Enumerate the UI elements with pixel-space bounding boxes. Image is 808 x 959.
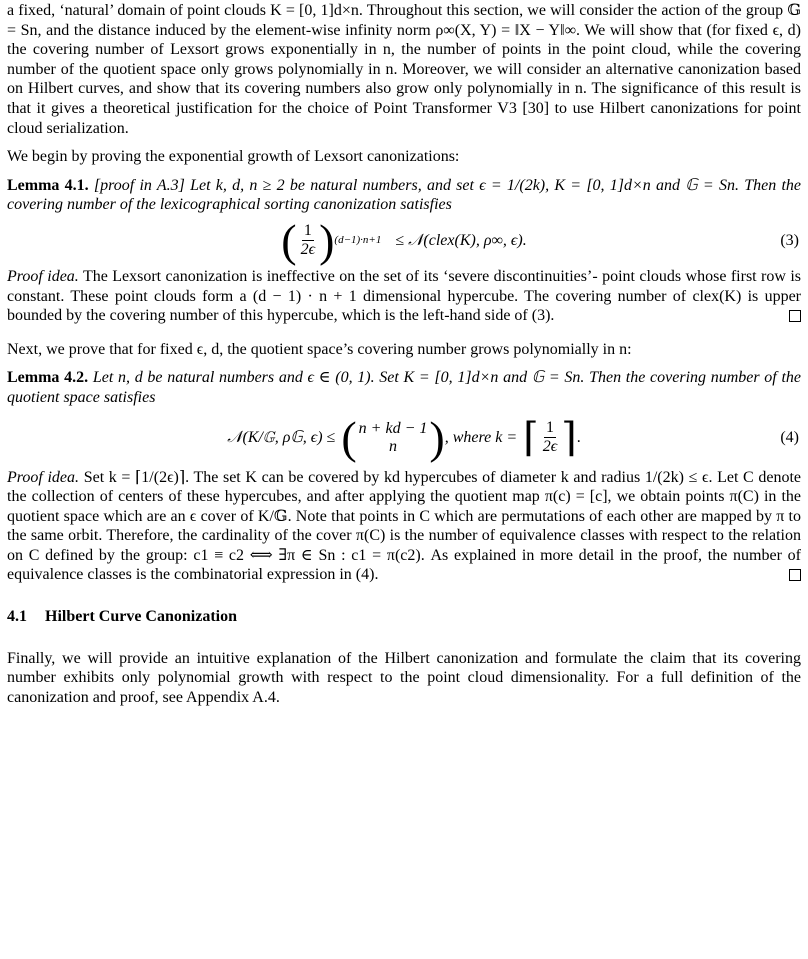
qed-symbol	[789, 569, 801, 581]
fraction-numerator: 1	[303, 222, 312, 240]
right-paren: )	[319, 214, 335, 266]
lemma-4-1	[7, 176, 801, 215]
binom-left-paren: (	[341, 411, 357, 463]
binomial	[359, 420, 428, 456]
ceil-denominator: 2ϵ	[542, 438, 558, 455]
proof-idea-1-text: The Lexsort canonization is ineffective on the set of its ‘severe discontinuities’- point clouds whose first row is constant. These point clouds form a (d − 1) · n + 1 dimensional hypercube. The covering number of clex(K) is upper bounded by the covering number of this hypercube, which is the left-hand side of (3).	[7, 267, 801, 325]
equation-4-number: (4)	[780, 428, 799, 446]
lexsort-lead-paragraph: We begin by proving the exponential growth of Lexsort canonizations:	[7, 148, 460, 166]
fraction	[299, 222, 317, 259]
left-paren: (	[281, 214, 297, 266]
qed-symbol	[789, 310, 801, 322]
ceil-left: ⌈	[523, 414, 539, 460]
lemma-4-1-label: Lemma 4.1.	[7, 176, 89, 194]
lemma-4-2	[7, 368, 801, 407]
proof-idea-2	[7, 468, 801, 586]
lemma-4-2-text: Let n, d be natural numbers and ϵ ∈ (0, 1). Set K = [0, 1]d×n and 𝔾 = Sn. Then the covering number of the quotient space satisfies	[7, 369, 801, 406]
poly-lead-paragraph: Next, we prove that for fixed ϵ, d, the quotient space’s covering number grows polynomially in n:	[7, 340, 632, 358]
hilbert-paragraph: Finally, we will provide an intuitive explanation of the Hilbert canonization and formulate the claim that its covering number exhibits only polynomial growth with respect to the point cloud dimensionality. For a full definition of the canonization and proof, see Appendix A.4.	[7, 649, 801, 706]
ceil-right: ⌉	[561, 414, 577, 460]
proof-idea-2-text: Set k = ⌈1/(2ϵ)⌉. The set K can be covered by kd hypercubes of diameter k and radius 1/(2k) ≤ ϵ. Let C denote the collection of centers of these hypercubes, and after applying the quotient map π(c) = [c], we obtain points π(C) in the quotient space which are an ϵ cover of K/𝔾. Note that points in C which are permutations of each other are mapped by π to the same orbit. Therefore, the cardinality of the cover π(C) is the number of equivalence classes with respect to the relation on C defined by the group: c1 ≡ c2 ⟺ ∃π ∈ Sn : c1 = π(c2). As explained in more detail in the proof, the number of equivalence classes is the combinatorial expression in (4).	[7, 468, 802, 584]
ceil-numerator: 1	[545, 419, 554, 436]
equation-4-lhs: 𝒩(K/𝔾, ρ𝔾, ϵ) ≤	[227, 428, 336, 446]
binomial-bottom: n	[389, 437, 398, 455]
intro-paragraph: a fixed, ‘natural’ domain of point clouds K = [0, 1]d×n. Throughout this section, we will consider the action of the group 𝔾 = Sn, and the distance induced by the element-wise infinity norm ρ∞(X, Y) = ‖X − Y‖∞. We will show that (for fixed ϵ, d) the covering number of Lexsort grows exponentially in n, the number of points in the point cloud, while the covering number of the quotient space only grows polynomially in n. Moreover, we will consider an alternative canonization based on Hilbert curves, and show that its covering numbers also grow only polynomially in n. The significance of this result is that it gives a theoretical justification for the choice of Point Transformer V3 [30] to use Hilbert canonizations for point cloud serialization.	[7, 2, 801, 137]
ceil-fraction	[541, 419, 559, 456]
proof-idea-2-label: Proof idea.	[7, 468, 80, 486]
section-title: Hilbert Curve Canonization	[45, 608, 237, 626]
equation-4: 𝒩(K/𝔾, ρ𝔾, ϵ) ≤ ( n + kd − 1 n ) , where k = ⌈ $\frac{1}{2\epsilon}$ ⌉ . (4)	[227, 411, 799, 463]
equation-3-number: (3)	[780, 232, 799, 250]
exponent: (d−1)·n+1	[334, 234, 382, 247]
lemma-4-2-label: Lemma 4.2.	[7, 369, 89, 387]
lemma-4-1-text: [proof in A.3] Let k, d, n ≥ 2 be natural numbers, and set ϵ = 1/(2k), K = [0, 1]d×n and 𝔾 = Sn. Then the covering number of the lexicographical sorting canonization satisfies	[7, 176, 802, 214]
binomial-top: n + kd − 1	[358, 419, 428, 437]
proof-idea-1	[7, 267, 801, 326]
equation-3-rhs: ≤ 𝒩(clex(K), ρ∞, ϵ).	[395, 232, 527, 250]
equation-4-where: , where k =	[444, 428, 518, 446]
section-heading	[7, 607, 801, 627]
paper-page	[7, 0, 801, 707]
fraction-denominator: 2ϵ	[300, 241, 316, 259]
binom-right-paren: )	[429, 411, 445, 463]
proof-idea-1-label: Proof idea.	[7, 267, 79, 285]
equation-3	[7, 215, 801, 267]
section-number: 4.1	[7, 608, 27, 626]
